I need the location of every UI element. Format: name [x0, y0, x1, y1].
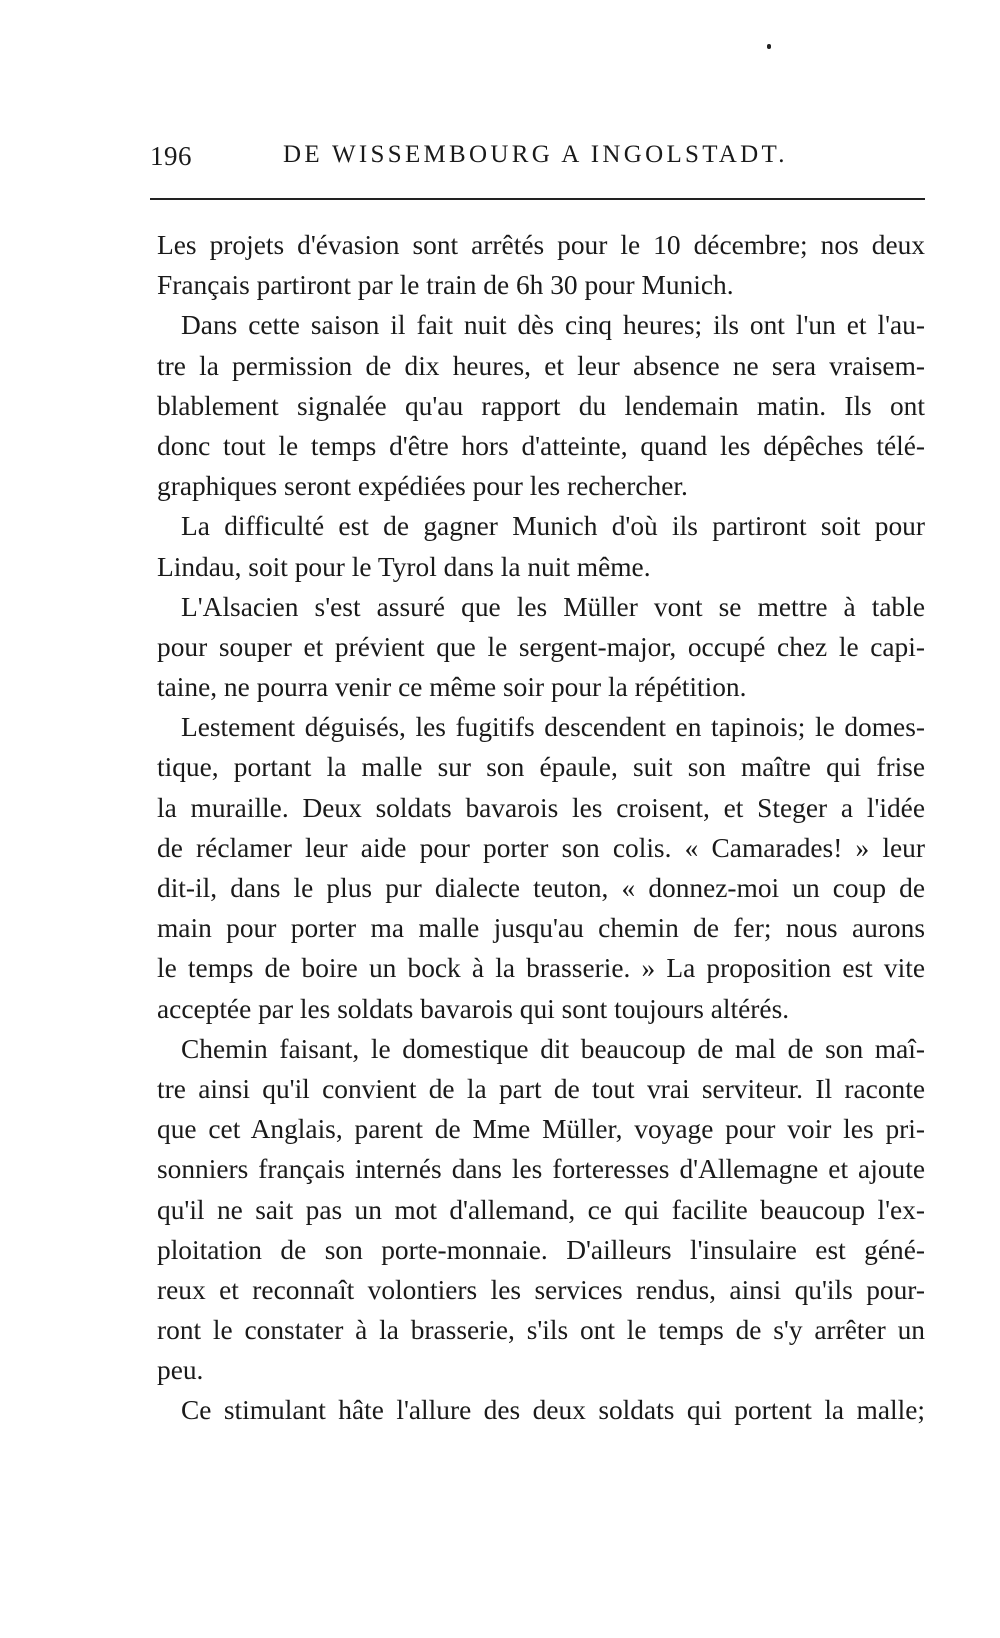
- text-line: Lestement déguisés, les fugitifs descendent en tapinois; le domes-: [181, 712, 925, 743]
- text-line: Dans cette saison il fait nuit dès cinq heures; ils ont l'un et l'au-: [181, 310, 925, 341]
- text-line: blablement signalée qu'au rapport du lendemain matin. Ils ont: [157, 390, 925, 421]
- text-line: Lindau, soit pour le Tyrol dans la nuit même.: [157, 551, 651, 582]
- text-line: pour souper et prévient que le sergent-major, occupé chez le capi-: [157, 631, 925, 662]
- text-line: L'Alsacien s'est assuré que les Müller vont se mettre à table: [181, 591, 925, 622]
- text-line: la muraille. Deux soldats bavarois les croisent, et Steger a l'idée: [157, 792, 925, 823]
- header-rule: [150, 198, 925, 200]
- text-line: Ce stimulant hâte l'allure des deux soldats qui portent la malle;: [181, 1395, 925, 1426]
- text-line: Français partiront par le train de 6h 30 pour Munich.: [157, 270, 734, 301]
- running-title: DE WISSEMBOURG A INGOLSTADT.: [283, 141, 788, 168]
- text-line: peu.: [157, 1355, 204, 1386]
- text-line: sonniers français internés dans les forteresses d'Allemagne et ajoute: [157, 1154, 925, 1185]
- text-line: tique, portant la malle sur son épaule, suit son maître qui frise: [157, 752, 925, 783]
- text-line: tre ainsi qu'il convient de la part de tout vrai serviteur. Il raconte: [157, 1073, 925, 1104]
- text-line: qu'il ne sait pas un mot d'allemand, ce qui facilite beaucoup l'ex-: [157, 1194, 925, 1225]
- text-line: Les projets d'évasion sont arrêtés pour le 10 décembre; nos deux: [157, 230, 925, 260]
- page-header: [150, 141, 925, 177]
- text-line: acceptée par les soldats bavarois qui sont toujours altérés.: [157, 993, 790, 1024]
- text-line: taine, ne pourra venir ce même soir pour la répétition.: [157, 672, 747, 703]
- text-line: de réclamer leur aide pour porter son colis. « Camarades! » leur: [157, 832, 925, 863]
- text-line: dit-il, dans le plus pur dialecte teuton, « donnez-moi un coup de: [157, 873, 925, 903]
- text-line: Chemin faisant, le domestique dit beaucoup de mal de son maî-: [181, 1033, 925, 1064]
- text-line: ploitation de son porte-monnaie. D'ailleurs l'insulaire est géné-: [157, 1234, 925, 1265]
- ink-speck: [767, 44, 771, 49]
- text-line: reux et reconnaît volontiers les services rendus, ainsi qu'ils pour-: [157, 1274, 925, 1305]
- text-line: que cet Anglais, parent de Mme Müller, voyage pour voir les pri-: [157, 1114, 925, 1145]
- text-line: La difficulté est de gagner Munich d'où ils partiront soit pour: [181, 511, 925, 542]
- text-line: donc tout le temps d'être hors d'atteinte, quand les dépêches télé-: [157, 430, 925, 461]
- text-line: tre la permission de dix heures, et leur absence ne sera vraisem-: [157, 350, 925, 381]
- text-line: le temps de boire un bock à la brasserie. » La proposition est vite: [157, 953, 925, 984]
- text-line: main pour porter ma malle jusqu'au chemin de fer; nous aurons: [157, 913, 925, 944]
- text-line: graphiques seront expédiées pour les rechercher.: [157, 471, 688, 502]
- body-text: [157, 225, 925, 1431]
- page-number: 196: [150, 141, 192, 171]
- text-line: ront le constater à la brasserie, s'ils ont le temps de s'y arrêter un: [157, 1315, 925, 1346]
